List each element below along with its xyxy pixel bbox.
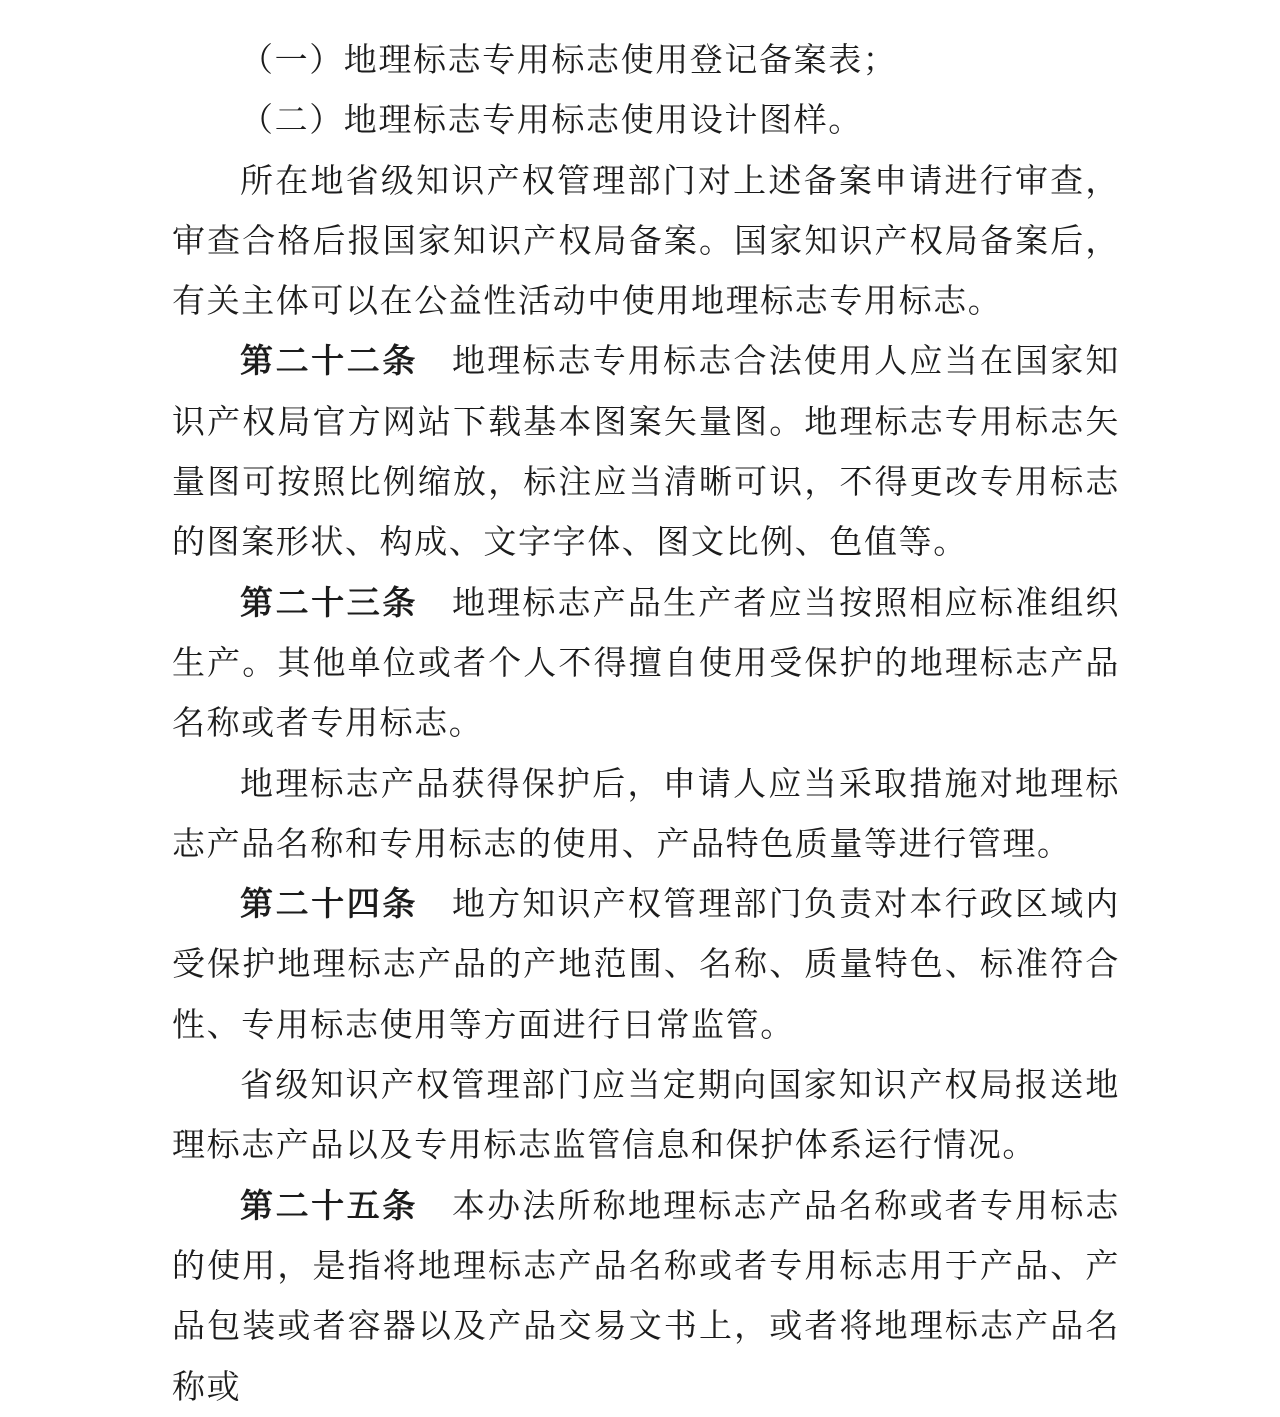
- article-number: 第二十二条: [240, 341, 418, 381]
- paragraph-text: 所在地省级知识产权管理部门对上述备案申请进行审查，审查合格后报国家知识产权局备案。国家知识产权局备案后，有关主体可以在公益性活动中使用地理标志专用标志。: [172, 160, 1120, 321]
- article-text: 地方知识产权管理部门负责对本行政区域内受保护地理标志产品的产地范围、名称、质量特色、标准符合性、专用标志使用等方面进行日常监管。: [172, 884, 1121, 1044]
- article-22: [172, 331, 1120, 572]
- article-number: 第二十四条: [240, 884, 418, 924]
- paragraph-text: 省级知识产权管理部门应当定期向国家知识产权局报送地理标志产品以及专用标志监管信息和保护体系运行情况。: [172, 1065, 1120, 1165]
- paragraph-text: （一）地理标志专用标志使用登记备案表；: [240, 40, 898, 79]
- paragraph-applicant-management: [172, 754, 1120, 875]
- list-item-2: [172, 90, 1120, 150]
- paragraph-text: 地理标志产品获得保护后，申请人应当采取措施对地理标志产品名称和专用标志的使用、产品特色质量等进行管理。: [172, 763, 1120, 863]
- article-text: 地理标志产品生产者应当按照相应标准组织生产。其他单位或者个人不得擅自使用受保护的地理标志产品名称或者专用标志。: [172, 582, 1121, 743]
- article-25: [172, 1176, 1120, 1417]
- list-item-1: [172, 30, 1120, 90]
- article-text: 本办法所称地理标志产品名称或者专用标志的使用，是指将地理标志产品名称或者专用标志用于产品、产品包装或者容器以及产品交易文书上，或者将地理标志产品名称或: [172, 1185, 1121, 1406]
- article-number: 第二十五条: [240, 1185, 418, 1225]
- article-number: 第二十三条: [240, 582, 418, 622]
- paragraph-text: （二）地理标志专用标志使用设计图样。: [240, 100, 863, 140]
- article-23: [172, 573, 1120, 754]
- article-text: 地理标志专用标志合法使用人应当在国家知识产权局官方网站下载基本图案矢量图。地理标志专用标志矢量图可按照比例缩放，标注应当清晰可识，不得更改专用标志的图案形状、构成、文字字体、图文比例、色值等。: [172, 341, 1121, 562]
- paragraph-provincial-reporting: [172, 1055, 1120, 1176]
- document-page: [172, 30, 1120, 1417]
- paragraph-filing-review: [172, 151, 1120, 332]
- article-24: [172, 874, 1120, 1055]
